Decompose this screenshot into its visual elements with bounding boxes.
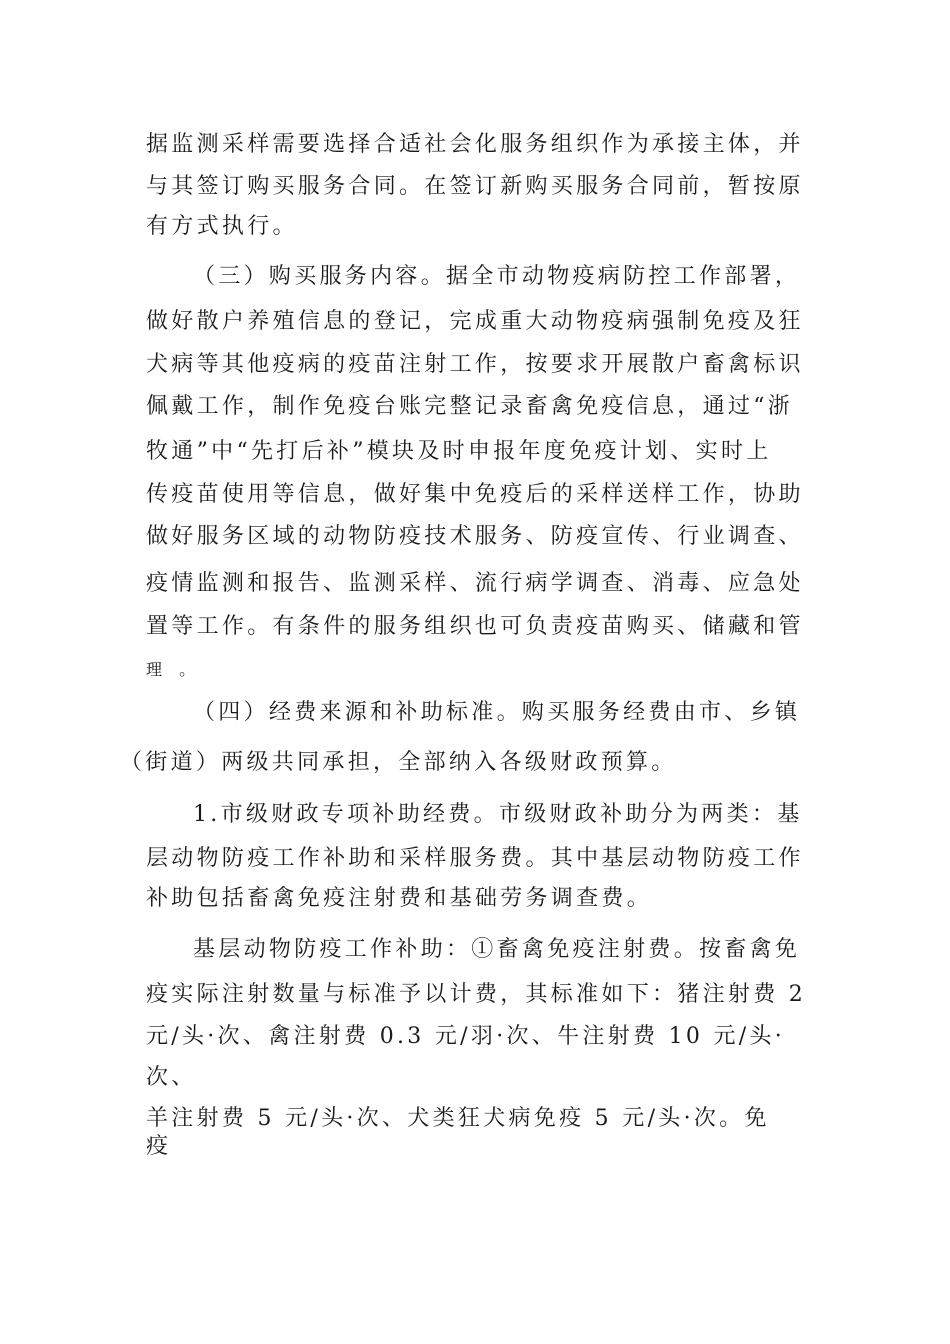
text-line-2: 与其签订购买服务合同。在签订新购买服务合同前，暂按原	[146, 174, 804, 199]
section-heading-3: （三）购买服务内容。据全市动物疫病防控工作部署，	[193, 264, 801, 289]
section-heading-4: （四）经费来源和补助标准。购买服务经费由市、乡镇	[193, 700, 801, 725]
text-line-21: 元/头·次、禽注射费 0.3 元/羽·次、牛注射费 10 元/头·	[146, 1024, 786, 1049]
subsection-heading-1: 1.市级财政专项补助经费。市级财政补助分为两类：基	[193, 802, 803, 827]
text-line-13: 理 。	[146, 660, 202, 679]
text-line-6: 犬病等其他疫病的疫苗注射工作，按要求开展散户畜禽标识	[146, 352, 804, 377]
text-line-9: 传疫苗使用等信息，做好集中免疫后的采样送样工作，协助	[146, 482, 804, 507]
text-line-15: （街道）两级共同承担，全部纳入各级财政预算。	[120, 750, 677, 775]
text-line-3: 有方式执行。	[146, 214, 298, 239]
text-line-7: 佩戴工作，制作免疫台账完整记录畜禽免疫信息，通过“浙	[146, 394, 794, 419]
text-line-11: 疫情监测和报告、监测采样、流行病学调查、消毒、应急处	[146, 571, 804, 596]
text-line-17: 层动物防疫工作补助和采样服务费。其中基层动物防疫工作	[146, 846, 804, 871]
text-line-24: 疫	[146, 1134, 172, 1159]
text-line-20: 疫实际注射数量与标准予以计费，其标准如下：猪注射费 2	[146, 982, 807, 1007]
text-line-23: 羊注射费 5 元/头·次、犬类狂犬病免疫 5 元/头·次。免	[146, 1106, 770, 1131]
text-line-22: 次、	[146, 1065, 197, 1090]
text-line-1: 据监测采样需要选择合适社会化服务组织作为承接主体，并	[146, 132, 804, 157]
text-line-8: 牧通”中“先打后补”模块及时申报年度免疫计划、实时上	[146, 439, 772, 464]
text-line-5: 做好散户养殖信息的登记，完成重大动物疫病强制免疫及狂	[146, 309, 804, 334]
text-line-12: 置等工作。有条件的服务组织也可负责疫苗购买、储藏和管	[146, 614, 804, 639]
paragraph-start-line: 基层动物防疫工作补助：①畜禽免疫注射费。按畜禽免	[193, 937, 801, 962]
text-line-10: 做好服务区域的动物防疫技术服务、防疫宣传、行业调查、	[146, 524, 804, 549]
text-line-18: 补助包括畜禽免疫注射费和基础劳务调查费。	[146, 886, 653, 911]
